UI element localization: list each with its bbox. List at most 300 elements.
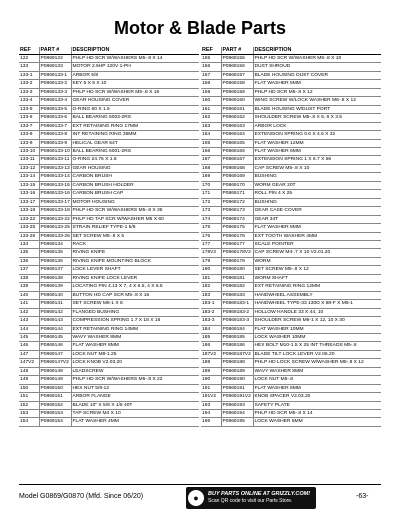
ref-cell: 180 [201,266,221,274]
part-number-cell: P0869133-26 [40,233,70,239]
table-row [19,333,199,341]
description-cell: WORM SHAFT [253,274,381,282]
ref-cell: 195 [201,418,221,426]
part-number-cell: P0869133-4 [39,97,71,105]
table-header-row [201,47,381,55]
part-number-cell: P0869166 [221,147,253,155]
description-cell: FLAT WASHER 10MM [253,325,381,333]
parts-table-left [19,47,199,427]
table-row [201,325,381,333]
ref-cell: 175 [201,224,221,232]
table-row [19,114,199,122]
ref-cell: 193 [201,401,221,409]
ref-cell: 162 [201,114,221,122]
table-row [201,224,381,232]
part-number-cell: P0869154 [39,418,71,426]
part-number-cell: P0869146 [39,342,71,350]
description-cell: FLANGED BUSHING [71,308,199,316]
part-number-cell: P0869142 [39,308,71,316]
ref-cell: 171 [201,190,221,198]
description-cell: FLAT WASHER 4MM [71,418,199,426]
part-number-cell: P0869133-6 [39,114,71,122]
table-row [201,63,381,71]
ref-cell: 147V2 [19,359,39,367]
description-cell: BUTTON HD CAP SCR M5-.8 X 16 [71,291,199,299]
ref-cell: 133-22 [19,215,39,223]
table-row [201,367,381,375]
ref-cell: 133 [19,63,39,71]
ref-cell: 176 [201,232,221,240]
description-cell: ARBOR FLANGE [71,393,199,401]
ref-cell: 165 [201,139,221,147]
description-cell: HEX BOLT M10-1.5 X 25 INT THREADS M5-.8 [253,342,381,350]
description-cell: BALL BEARING 6003-2RS [71,114,199,122]
description-cell: EXT TOOTH WASHER 4MM [253,232,381,240]
table-row [19,266,199,274]
description-cell: BLADE HOUSING DUST COVER [253,71,381,79]
table-row [201,215,381,223]
part-number-cell: P0869133-9 [39,139,71,147]
ref-cell: 133-5 [19,105,39,113]
description-cell: PHLP HD SCR W/WASHERS M5-.8 X 35 [71,207,199,215]
table-row [19,249,199,257]
description-cell: LOCK NUT M5-.8 [253,376,381,384]
page-title: Motor & Blade Parts [113,18,287,38]
table-row [201,105,381,113]
header-part-number: PART # [39,47,71,55]
description-cell: COMPRESSION SPRING 1.7 X 18 X 16 [71,317,199,325]
ref-cell: 133-25 [19,224,39,232]
part-number-cell: P0869195 [221,418,253,426]
table-row [19,164,199,172]
part-number-cell: P0869136 [39,257,71,265]
description-cell: LOCK WASHER 5MM [253,418,381,426]
description-cell: HANDWHEEL ASSEMBLY [253,291,381,299]
part-number-cell: P0869133-7 [39,122,71,130]
header-ref: REF [19,47,39,55]
part-number-cell: P0869133 [39,63,71,71]
table-row [19,215,199,223]
header-part-number: PART # [221,47,253,55]
table-row [201,97,381,105]
part-number-cell: P0869133-8 [39,131,71,139]
table-row [19,181,199,189]
description-cell: EXT RETAINING RING 12MM [253,283,381,291]
description-cell: PHLP HD SCR W/WASHER M5-.8 X 10 [253,55,381,63]
table-row [19,350,199,358]
header-description: DESCRIPTION [71,47,199,55]
table-row [19,55,199,63]
ref-cell: 156 [201,63,221,71]
table-header-row [19,47,199,55]
table-row [201,131,381,139]
description-cell: BLADE 10" X 5/8 X 1/8 40T [71,401,199,409]
ref-cell: 146 [19,342,39,350]
ref-cell: 133-4 [19,97,39,105]
ref-cell: 184 [201,325,221,333]
description-cell: DUST SHROUD [253,63,381,71]
part-number-cell: P0869122 [39,55,71,63]
part-number-cell: P0869191 [221,384,253,392]
description-cell: GEAR HOUSING [71,164,199,172]
description-cell: FLAT WASHER 8MM [253,224,381,232]
description-cell: WAVY WASHER 8MM [253,367,381,375]
ref-cell: 133-2 [19,80,39,88]
part-number-cell: P0869181 [221,274,253,282]
ref-cell: 139 [19,283,39,291]
ref-cell: 179 [201,257,221,265]
description-cell: LEADSCREW [71,367,199,375]
part-number-cell: P0869133-18 [40,208,70,214]
ref-cell: 170 [201,181,221,189]
table-row [201,122,381,130]
header-description: DESCRIPTION [253,47,381,55]
part-number-cell: P0869174 [221,215,253,223]
table-row [19,308,199,316]
description-cell: TAP SCREW M4 X 10 [71,410,199,418]
description-cell: ROLL PIN 4 X 25 [253,190,381,198]
part-number-cell: P0869190 [221,376,253,384]
table-row [201,71,381,79]
part-number-cell: P0869183-1 [221,300,253,308]
part-number-cell: P0869133-15 [40,182,70,188]
grizzly-bear-icon: ● [188,490,204,506]
table-row [19,71,199,79]
part-number-cell: P0869133-2 [39,80,71,88]
ref-cell: 168 [201,164,221,172]
ref-cell: 183-1 [201,300,221,308]
description-cell: WORM GEAR 20T [253,181,381,189]
part-number-cell: P0869167 [221,156,253,164]
ref-cell: 140 [19,291,39,299]
description-cell: PHLP HD SCR M5-.8 X 14 [253,410,381,418]
part-number-cell: P0869133-3 [39,88,71,96]
ref-cell: 172 [201,198,221,206]
description-cell: SET SCREW M5-.8 X 5 [71,232,199,240]
ref-cell: 133-3 [19,88,39,96]
part-number-cell: P0869163 [221,122,253,130]
part-number-cell: P0869137 [39,266,71,274]
part-number-cell: P0869183-2 [221,308,253,316]
ref-cell: 155 [201,55,221,63]
table-row [19,393,199,401]
part-number-cell: P0869147 [39,350,71,358]
table-row [201,80,381,88]
part-number-cell: P0869156 [221,63,253,71]
ref-cell: 137 [19,266,39,274]
header-ref: REF [201,47,221,55]
description-cell: BLADE HOUSING W/DUST PORT [253,105,381,113]
ref-cell: 138 [19,274,39,282]
part-number-cell: P0869158 [221,80,253,88]
table-row [201,376,381,384]
table-row [201,232,381,240]
ref-cell: 177 [201,240,221,248]
table-row [201,114,381,122]
description-cell: FLAT WASHER 6MM [253,147,381,155]
description-cell: GEAR CASE COVER [253,207,381,215]
description-cell: LOCATING PIN 4.13 X 7, 4 X 6.5, 4 X 6.5 [71,283,199,291]
table-row [201,139,381,147]
table-row [19,147,199,155]
table-row [201,181,381,189]
table-row [19,300,199,308]
table-row [19,173,199,181]
part-number-cell: P0869153 [39,410,71,418]
table-row [201,249,381,257]
ref-cell: 182 [201,283,221,291]
part-number-cell: P0869173 [221,207,253,215]
ref-cell: 133-17 [19,198,39,206]
description-cell: CAP SCREW M4-.7 X 10 V2.01.20 [253,249,381,257]
description-cell: CAP SCREW M5-.8 X 10 [253,164,381,172]
part-number-cell: P0869187V2 [221,350,253,358]
description-cell: EXTENSION SPRING 1 X 6.7 X 56 [253,156,381,164]
description-cell: WING SCREW W/LOCK WASHER M6-.8 X 12 [253,97,381,105]
table-row [201,350,381,358]
part-number-cell: P0869133-11 [40,157,70,163]
ref-cell: 133-8 [19,131,39,139]
ref-cell: 164 [201,131,221,139]
part-number-cell: P0869175 [221,224,253,232]
ref-cell: 178V2 [201,249,221,257]
description-cell: SCALE POINTER [253,240,381,248]
ref-cell: 133-12 [19,164,39,172]
description-cell: RACK [71,240,199,248]
part-number-cell: P0869148 [39,367,71,375]
part-number-cell: P0869149 [39,376,71,384]
description-cell: PHLP HD TAP SCR W/WASHER M5 X 60 [71,215,199,223]
part-number-cell: P0869161 [221,105,253,113]
part-number-cell: P0869188 [221,359,253,367]
table-row [201,266,381,274]
description-cell: ARBOR 5/8 [71,71,199,79]
table-row [201,300,381,308]
table-row [201,190,381,198]
description-cell: SHOULDER SCREW M6-1 X 12, 10 X 30 [253,317,381,325]
ref-cell: 133-15 [19,181,39,189]
table-row [19,410,199,418]
part-number-cell: P0869183 [221,291,253,299]
description-cell: PHLP HD SCR M5-.8 X 12 [253,88,381,96]
table-row [19,88,199,96]
description-cell: FLAT WASHER 8MM [253,384,381,392]
description-cell: O-RING 24.75 X 1.8 [71,156,199,164]
description-cell: ARBOR LOCK [253,122,381,130]
part-number-cell: P0869147V2 [39,359,71,367]
part-number-cell: P0869143 [39,317,71,325]
ref-cell: 133-9 [19,139,39,147]
table-row [19,325,199,333]
part-number-cell: P0869184 [221,325,253,333]
description-cell: RIVING KNIFE LOCK LEVER [71,274,199,282]
ref-cell: 190 [201,376,221,384]
part-number-cell: P0869159 [221,88,253,96]
description-cell: HANDWHEEL TYPE-33 130D X 88-F X M6-1 [253,300,381,308]
ref-cell: 154 [19,418,39,426]
part-number-cell: P0869180 [221,266,253,274]
description-cell: PHLP HD SCR W/WASHERS M5-.8 X 22 [71,376,199,384]
table-row [19,105,199,113]
table-row [19,198,199,206]
table-row [201,240,381,248]
part-number-cell: P0869178V2 [221,249,253,257]
ref-cell: 142 [19,308,39,316]
description-cell: GEAR HOUSING COVER [71,97,199,105]
part-number-cell: P0869194 [221,410,253,418]
ref-cell: 181 [201,274,221,282]
part-number-cell: P0869182 [221,283,253,291]
description-cell: RIVING KNIFE [71,249,199,257]
ref-cell: 163 [201,122,221,130]
description-cell: LOCK LEVER SHAFT [71,266,199,274]
parts-list-right [201,55,381,427]
ref-cell: 183-3 [201,317,221,325]
ref-cell: 143 [19,317,39,325]
table-row [19,97,199,105]
description-cell: CARBON BRUSH HOLDER [71,181,199,189]
table-row [201,257,381,265]
ref-cell: 147 [19,350,39,358]
table-row [19,317,199,325]
table-row [201,207,381,215]
description-cell: SAFETY PLATE [253,401,381,409]
table-row [201,55,381,63]
ref-cell: 152 [19,401,39,409]
table-row [201,410,381,418]
description-cell: KEY 5 X 5 X 10 [71,80,199,88]
part-number-cell: P0869176 [221,232,253,240]
parts-tables [19,47,381,427]
table-row [201,342,381,350]
description-cell: HOLLOW HANDLE 33 X 44, 10 [253,308,381,316]
table-row [19,274,199,282]
table-row [19,283,199,291]
description-cell: LOCK KNOB V2.03.20 [71,359,199,367]
ref-cell: 133-6 [19,114,39,122]
ref-cell: 151 [19,393,39,401]
footer-divider [19,484,381,485]
table-row [19,257,199,265]
ref-cell: 185 [201,333,221,341]
description-cell: HEX NUT 5/8-12 [71,384,199,392]
ref-cell: 150 [19,384,39,392]
part-number-cell: P0869155 [221,55,253,63]
ref-cell: 135 [19,249,39,257]
description-cell: SET SCREW M5-.8 X 12 [253,266,381,274]
table-row [201,308,381,316]
part-number-cell: P0869135 [39,249,71,257]
ref-cell: 187V2 [201,350,221,358]
description-cell: FLAT WASHER 12MM [253,139,381,147]
ref-cell: 122 [19,55,39,63]
description-cell: GEAR 34T [253,215,381,223]
part-number-cell: P0869133-12 [40,165,70,171]
ref-cell: 189 [201,367,221,375]
ref-cell: 134 [19,240,39,248]
table-row [19,207,199,215]
description-cell: CARBON BRUSH CAP [71,190,199,198]
parts-store-banner[interactable] [186,487,316,509]
description-cell: RIVING KNIFE MOUNTING BLOCK [71,257,199,265]
scan-qr-line: Scan QR code to visit our Parts Store. [208,498,293,504]
parts-table-right [201,47,381,427]
part-number-cell: P0869183-3 [221,317,253,325]
part-number-cell: P0869133-14 [40,174,70,180]
table-row [19,384,199,392]
table-row [19,240,199,248]
description-cell: FLAT WASHER 8MM [71,342,199,350]
ref-cell: 144 [19,325,39,333]
description-cell: MOTOR HOUSING [71,198,199,206]
page-number: -63- [356,493,369,500]
description-cell: O-RING 60 X 1.5 [71,105,199,113]
part-number-cell: P0869152 [39,401,71,409]
table-row [19,190,199,198]
table-row [19,232,199,240]
description-cell: BLADE TILT LOCK LEVER V2.06.20 [253,350,381,358]
table-row [201,156,381,164]
ref-cell: 161 [201,105,221,113]
ref-cell: 148 [19,367,39,375]
part-number-cell: P0869171 [221,190,253,198]
ref-cell: 194 [201,410,221,418]
part-number-cell: P0869169 [221,173,253,181]
description-cell: PHLP HD LOCK SCREW W/WASHER M5-.8 X 12 [253,359,381,367]
description-cell: BALL BEARING 6001-2RS [71,147,199,155]
parts-list-left [19,55,199,427]
description-cell: EXT RETAINING RING 17MM [71,122,199,130]
part-number-cell: P0869185 [221,333,253,341]
description-cell: BUSHING [253,198,381,206]
part-number-cell: P0869133-10 [40,148,70,154]
description-cell: FLAT WASHER 5MM [253,80,381,88]
ref-cell: 191 [201,384,221,392]
table-row [19,80,199,88]
banner-text [208,491,310,505]
table-row [19,367,199,375]
table-row [19,139,199,147]
table-row [201,291,381,299]
table-row [19,224,199,232]
table-row [19,131,199,139]
part-number-cell: P0869133-1 [39,71,71,79]
table-row [19,156,199,164]
table-row [201,283,381,291]
part-number-cell: P0869140 [39,291,71,299]
part-number-cell: P0869172 [221,198,253,206]
part-number-cell: P0869168 [221,164,253,172]
description-cell: LOCK WASHER 10MM [253,333,381,341]
part-number-cell: P0869133-16 [40,191,70,197]
description-cell: MOTOR 2.5HP 120V 1-PH [71,63,199,71]
description-cell: SHOULDER SCREW M5-.8 X 6, 6 X 3.5 [253,114,381,122]
table-row [201,401,381,409]
part-number-cell: P0869179 [221,257,253,265]
part-number-cell: P0869145 [39,333,71,341]
ref-cell: 145 [19,333,39,341]
description-cell: HELICAL GEAR 54T [71,139,199,147]
ref-cell: 133-10 [19,147,39,155]
ref-cell: 141 [19,300,39,308]
part-number-cell: P0869162 [221,114,253,122]
ref-cell: 133-11 [19,156,39,164]
part-number-cell: P0869160 [221,97,253,105]
part-number-cell: P0869134 [39,240,71,248]
ref-cell: 183-2 [201,308,221,316]
ref-cell: 133-18 [19,207,39,215]
part-number-cell: P0869177 [221,240,253,248]
